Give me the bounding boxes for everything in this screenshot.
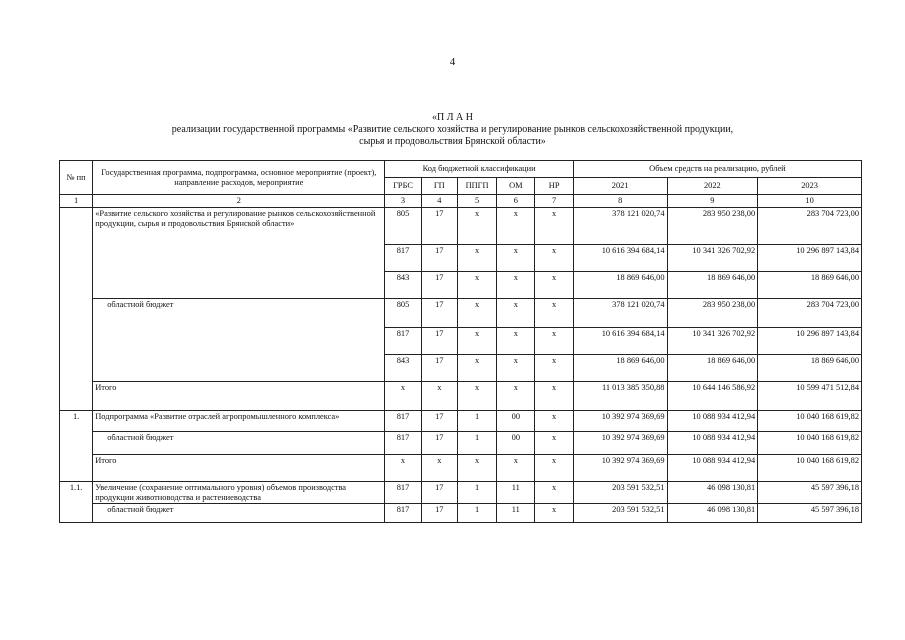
header-om: ОМ bbox=[497, 178, 535, 195]
table-row bbox=[60, 455, 862, 482]
cell-2021: 11 013 385 350,88 bbox=[573, 382, 667, 411]
cell-2023: 10 040 168 619,82 bbox=[758, 432, 862, 455]
table-row bbox=[60, 208, 862, 245]
header-gp: ГП bbox=[421, 178, 457, 195]
cell-grbs: 805 bbox=[385, 208, 421, 245]
cell-2023: 10 296 897 143,84 bbox=[758, 328, 862, 355]
cell-nr: х bbox=[535, 432, 573, 455]
cell-2022: 46 098 130,81 bbox=[667, 482, 758, 504]
document-title bbox=[0, 112, 905, 148]
header-ppgp: ППГП bbox=[457, 178, 496, 195]
table-row bbox=[60, 504, 862, 523]
cell-2022: 18 869 646,00 bbox=[667, 272, 758, 299]
column-number: 5 bbox=[457, 195, 496, 208]
header-num: № пп bbox=[60, 161, 93, 195]
cell-nr: х bbox=[535, 245, 573, 272]
cell-ppgp: 1 bbox=[457, 411, 496, 432]
cell-2023: 18 869 646,00 bbox=[758, 355, 862, 382]
cell-nr: х bbox=[535, 482, 573, 504]
cell-ppgp: х bbox=[457, 355, 496, 382]
cell-nr: х bbox=[535, 355, 573, 382]
cell-ppgp: 1 bbox=[457, 482, 496, 504]
cell-2022: 10 644 146 586,92 bbox=[667, 382, 758, 411]
table-row bbox=[60, 432, 862, 455]
cell-nr: х bbox=[535, 208, 573, 245]
header-grbs: ГРБС bbox=[385, 178, 421, 195]
cell-2022: 10 341 326 702,92 bbox=[667, 328, 758, 355]
cell-2022: 10 088 934 412,94 bbox=[667, 411, 758, 432]
column-number: 3 bbox=[385, 195, 421, 208]
cell-nr: х bbox=[535, 272, 573, 299]
cell-2022: 283 950 238,00 bbox=[667, 208, 758, 245]
header-year-2022: 2022 bbox=[667, 178, 758, 195]
column-number: 1 bbox=[60, 195, 93, 208]
cell-nr: х bbox=[535, 504, 573, 523]
header-year-2021: 2021 bbox=[573, 178, 667, 195]
cell-nr: х bbox=[535, 328, 573, 355]
cell-grbs: 817 bbox=[385, 245, 421, 272]
header-program: Государственная программа, подпрограмма, основное мероприятие (проект), направление расходов, мероприятие bbox=[93, 161, 385, 195]
cell-om: 00 bbox=[497, 432, 535, 455]
cell-2023: 45 597 396,18 bbox=[758, 482, 862, 504]
row-name: Увеличение (сохранение оптимального уровня) объемов производства продукции животноводства и растениеводства bbox=[93, 482, 385, 504]
cell-2022: 10 341 326 702,92 bbox=[667, 245, 758, 272]
cell-2021: 18 869 646,00 bbox=[573, 272, 667, 299]
cell-gp: 17 bbox=[421, 299, 457, 328]
cell-grbs: 817 bbox=[385, 482, 421, 504]
column-number: 8 bbox=[573, 195, 667, 208]
cell-grbs: 843 bbox=[385, 355, 421, 382]
cell-om: х bbox=[497, 245, 535, 272]
cell-om: х bbox=[497, 299, 535, 328]
cell-2023: 10 296 897 143,84 bbox=[758, 245, 862, 272]
cell-ppgp: 1 bbox=[457, 432, 496, 455]
cell-2022: 46 098 130,81 bbox=[667, 504, 758, 523]
cell-2021: 378 121 020,74 bbox=[573, 208, 667, 245]
cell-2022: 10 088 934 412,94 bbox=[667, 432, 758, 455]
cell-gp: 17 bbox=[421, 504, 457, 523]
cell-om: 00 bbox=[497, 411, 535, 432]
column-number: 10 bbox=[758, 195, 862, 208]
cell-2023: 283 704 723,00 bbox=[758, 299, 862, 328]
row-name: Итого bbox=[93, 455, 385, 482]
row-num bbox=[60, 208, 93, 411]
cell-ppgp: 1 bbox=[457, 504, 496, 523]
header-year-2023: 2023 bbox=[758, 178, 862, 195]
cell-2023: 283 704 723,00 bbox=[758, 208, 862, 245]
header-budget-code: Код бюджетной классификации bbox=[385, 161, 573, 178]
table-row bbox=[60, 299, 862, 328]
table-row bbox=[60, 382, 862, 411]
row-name: Подпрограмма «Развитие отраслей агропромышленного комплекса» bbox=[93, 411, 385, 432]
plan-table bbox=[59, 160, 862, 523]
title-line-3: сырья и продовольствия Брянской области» bbox=[359, 136, 546, 147]
cell-gp: 17 bbox=[421, 411, 457, 432]
cell-ppgp: х bbox=[457, 299, 496, 328]
cell-2021: 10 616 394 684,14 bbox=[573, 328, 667, 355]
cell-nr: х bbox=[535, 411, 573, 432]
cell-om: х bbox=[497, 208, 535, 245]
cell-2022: 18 869 646,00 bbox=[667, 355, 758, 382]
cell-2021: 10 392 974 369,69 bbox=[573, 455, 667, 482]
cell-gp: 17 bbox=[421, 432, 457, 455]
row-num: 1.1. bbox=[60, 482, 93, 523]
row-name: «Развитие сельского хозяйства и регулирование рынков сельскохозяйственной продукции, сырья и продовольствия Брянской области» bbox=[93, 208, 385, 299]
cell-gp: 17 bbox=[421, 272, 457, 299]
cell-ppgp: х bbox=[457, 455, 496, 482]
cell-om: 11 bbox=[497, 482, 535, 504]
cell-grbs: 817 bbox=[385, 328, 421, 355]
cell-ppgp: х bbox=[457, 208, 496, 245]
cell-2023: 10 040 168 619,82 bbox=[758, 455, 862, 482]
cell-gp: 17 bbox=[421, 245, 457, 272]
cell-om: х bbox=[497, 455, 535, 482]
header-row-1 bbox=[60, 161, 862, 178]
cell-gp: 17 bbox=[421, 355, 457, 382]
cell-grbs: х bbox=[385, 455, 421, 482]
cell-grbs: 805 bbox=[385, 299, 421, 328]
cell-grbs: 843 bbox=[385, 272, 421, 299]
cell-2021: 203 591 532,51 bbox=[573, 482, 667, 504]
cell-2022: 10 088 934 412,94 bbox=[667, 455, 758, 482]
table-row bbox=[60, 411, 862, 432]
cell-ppgp: х bbox=[457, 328, 496, 355]
cell-2021: 10 392 974 369,69 bbox=[573, 432, 667, 455]
cell-ppgp: х bbox=[457, 272, 496, 299]
row-name: областной бюджет bbox=[93, 299, 385, 382]
cell-grbs: х bbox=[385, 382, 421, 411]
cell-nr: х bbox=[535, 299, 573, 328]
cell-grbs: 817 bbox=[385, 432, 421, 455]
cell-nr: х bbox=[535, 382, 573, 411]
title-line-2: реализации государственной программы «Развитие сельского хозяйства и регулирование рынков сельскохозяйственной продукции, bbox=[171, 124, 734, 135]
title-line-1: «П Л А Н bbox=[432, 112, 473, 123]
cell-grbs: 817 bbox=[385, 411, 421, 432]
cell-ppgp: х bbox=[457, 245, 496, 272]
cell-nr: х bbox=[535, 455, 573, 482]
cell-2021: 203 591 532,51 bbox=[573, 504, 667, 523]
cell-ppgp: х bbox=[457, 382, 496, 411]
cell-om: 11 bbox=[497, 504, 535, 523]
table-row bbox=[60, 482, 862, 504]
cell-om: х bbox=[497, 272, 535, 299]
cell-2022: 283 950 238,00 bbox=[667, 299, 758, 328]
cell-2021: 10 616 394 684,14 bbox=[573, 245, 667, 272]
cell-gp: х bbox=[421, 382, 457, 411]
cell-2021: 10 392 974 369,69 bbox=[573, 411, 667, 432]
row-num: 1. bbox=[60, 411, 93, 482]
cell-om: х bbox=[497, 382, 535, 411]
cell-2023: 10 040 168 619,82 bbox=[758, 411, 862, 432]
cell-2023: 45 597 396,18 bbox=[758, 504, 862, 523]
cell-gp: 17 bbox=[421, 208, 457, 245]
cell-2023: 10 599 471 512,84 bbox=[758, 382, 862, 411]
column-number: 2 bbox=[93, 195, 385, 208]
page-number: 4 bbox=[449, 56, 456, 68]
column-number: 6 bbox=[497, 195, 535, 208]
row-name: областной бюджет bbox=[93, 504, 385, 523]
column-number: 9 bbox=[667, 195, 758, 208]
column-number: 7 bbox=[535, 195, 573, 208]
row-name: областной бюджет bbox=[93, 432, 385, 455]
row-name: Итого bbox=[93, 382, 385, 411]
cell-grbs: 817 bbox=[385, 504, 421, 523]
cell-2023: 18 869 646,00 bbox=[758, 272, 862, 299]
cell-gp: 17 bbox=[421, 328, 457, 355]
cell-2021: 378 121 020,74 bbox=[573, 299, 667, 328]
cell-2021: 18 869 646,00 bbox=[573, 355, 667, 382]
column-number-row bbox=[60, 195, 862, 208]
cell-gp: 17 bbox=[421, 482, 457, 504]
header-volume: Объем средств на реализацию, рублей bbox=[573, 161, 861, 178]
cell-om: х bbox=[497, 328, 535, 355]
header-nr: НР bbox=[535, 178, 573, 195]
column-number: 4 bbox=[421, 195, 457, 208]
cell-gp: х bbox=[421, 455, 457, 482]
cell-om: х bbox=[497, 355, 535, 382]
